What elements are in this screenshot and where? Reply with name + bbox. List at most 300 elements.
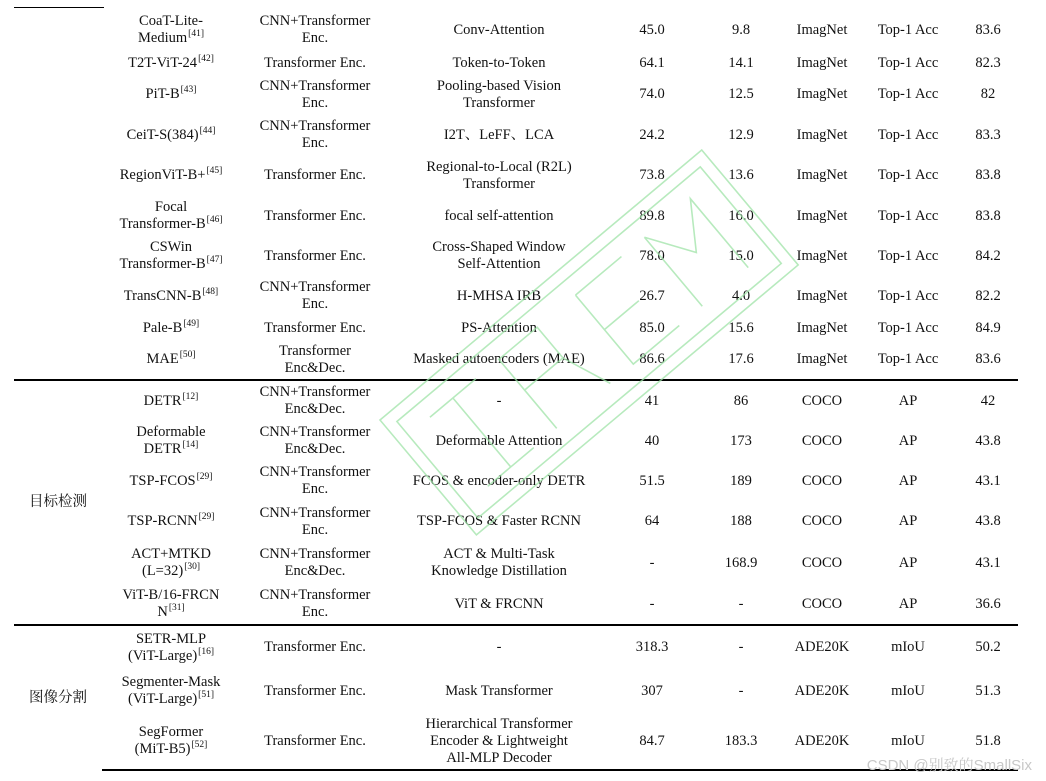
architecture-cell-text: Transformer Enc. (264, 682, 366, 699)
technique-cell-text: Token-to-Token (452, 54, 546, 71)
architecture-cell-text: CNN+Transformer Enc. (259, 504, 371, 538)
technique-cell (390, 196, 608, 236)
architecture-cell (240, 380, 390, 421)
gflops-cell (696, 115, 786, 155)
params-cell (608, 155, 696, 196)
technique-cell (390, 542, 608, 584)
model-name-wrap (102, 320, 240, 337)
params-cell (608, 461, 696, 501)
dataset-cell-text: COCO (801, 472, 843, 489)
citation-ref: [46] (206, 215, 223, 225)
score-cell (958, 74, 1018, 115)
metric-cell (858, 542, 958, 584)
metric-cell-text: AP (898, 595, 918, 612)
technique-cell (390, 669, 608, 713)
dataset-cell-text: COCO (801, 392, 843, 409)
params-cell-text: 318.3 (635, 639, 669, 655)
architecture-cell (240, 276, 390, 316)
dataset-cell (786, 316, 858, 340)
params-cell-text: 89.8 (639, 207, 665, 224)
citation-ref: [31] (168, 603, 185, 613)
params-cell-text: 74.0 (639, 86, 665, 102)
model-cell (102, 155, 240, 196)
model-cell (102, 542, 240, 584)
gflops-cell-text: 188 (730, 513, 752, 529)
gflops-cell (696, 421, 786, 461)
technique-cell (390, 74, 608, 115)
model-cell (102, 421, 240, 461)
score-cell (958, 52, 1018, 74)
params-cell-text: - (649, 554, 655, 571)
architecture-cell (240, 74, 390, 115)
model-name-wrap (102, 199, 240, 233)
table-row (14, 155, 1018, 196)
technique-cell-text: focal self-attention (444, 207, 554, 224)
technique-cell-text: PS-Attention (461, 319, 537, 336)
model-name: TSP-FCOS (129, 472, 196, 489)
score-cell (958, 380, 1018, 421)
table-row (14, 74, 1018, 115)
table-row (14, 380, 1018, 421)
dataset-cell (786, 713, 858, 770)
model-name: SegFormer (MiT-B5) (134, 724, 204, 757)
table-row (14, 340, 1018, 380)
task-cell (14, 625, 102, 770)
gflops-cell-text: 15.6 (728, 319, 754, 336)
architecture-cell-text: CNN+Transformer Enc&Dec. (259, 546, 371, 579)
params-cell-text: 73.8 (639, 167, 665, 183)
metric-cell-text: AP (898, 513, 918, 529)
dataset-cell-text: COCO (801, 595, 843, 612)
architecture-cell-text: Transformer Enc. (264, 54, 366, 71)
model-cell (102, 380, 240, 421)
dataset-cell-text: ImagNet (796, 126, 848, 143)
technique-cell-text: Mask Transformer (445, 682, 553, 699)
params-cell (608, 115, 696, 155)
technique-cell (390, 461, 608, 501)
dataset-cell-text: ImagNet (796, 247, 848, 264)
score-cell-text: 83.6 (975, 21, 1001, 38)
model-cell (102, 8, 240, 52)
task-label: 目标检测 (29, 494, 87, 510)
model-cell (102, 713, 240, 770)
score-cell (958, 542, 1018, 584)
dataset-cell-text: ADE20K (794, 682, 850, 699)
model-name: TSP-RCNN (127, 513, 198, 529)
score-cell (958, 501, 1018, 542)
citation-ref: [49] (183, 318, 200, 329)
architecture-cell-text: CNN+Transformer Enc&Dec. (259, 424, 371, 457)
params-cell (608, 316, 696, 340)
score-cell (958, 155, 1018, 196)
metric-cell (858, 316, 958, 340)
score-cell-text: 83.8 (975, 207, 1001, 224)
technique-cell-text: - (496, 639, 502, 655)
gflops-cell (696, 340, 786, 380)
table-row (14, 501, 1018, 542)
score-cell (958, 669, 1018, 713)
task-label: 图像分割 (29, 689, 87, 706)
gflops-cell-text: - (738, 682, 744, 699)
dataset-cell (786, 115, 858, 155)
technique-cell-text: Pooling-based Vision Transformer (436, 77, 562, 111)
score-cell-text: 51.8 (975, 732, 1001, 749)
score-cell (958, 196, 1018, 236)
architecture-cell-text: CNN+Transformer Enc. (259, 587, 371, 620)
gflops-cell-text: 17.6 (728, 351, 754, 367)
gflops-cell (696, 625, 786, 669)
table-row (14, 52, 1018, 74)
gflops-cell-text: 15.0 (728, 247, 754, 264)
params-cell (608, 380, 696, 421)
technique-cell-text: TSP-FCOS & Faster RCNN (417, 513, 581, 529)
dataset-cell (786, 380, 858, 421)
architecture-cell-text: Transformer Enc. (264, 207, 366, 224)
model-cell (102, 501, 240, 542)
metric-cell (858, 52, 958, 74)
citation-ref: [42] (198, 53, 214, 64)
technique-cell (390, 236, 608, 276)
gflops-cell (696, 155, 786, 196)
score-cell-text: 43.1 (975, 554, 1001, 571)
metric-cell-text: Top-1 Acc (877, 86, 939, 102)
metric-cell (858, 236, 958, 276)
dataset-cell-text: ImagNet (796, 319, 848, 336)
architecture-cell (240, 421, 390, 461)
model-name-wrap (102, 424, 240, 458)
architecture-cell (240, 713, 390, 770)
table-row (14, 669, 1018, 713)
gflops-cell-text: 183.3 (724, 732, 758, 749)
gflops-cell (696, 316, 786, 340)
citation-ref: [45] (206, 166, 223, 176)
task-cell (14, 8, 102, 380)
model-cell (102, 196, 240, 236)
metric-cell (858, 74, 958, 115)
table-row (14, 316, 1018, 340)
model-cell (102, 236, 240, 276)
citation-ref: [44] (199, 125, 216, 136)
architecture-cell (240, 155, 390, 196)
dataset-cell-text: ImagNet (796, 167, 848, 183)
technique-cell (390, 8, 608, 52)
table-row (14, 542, 1018, 584)
dataset-cell (786, 196, 858, 236)
metric-cell (858, 196, 958, 236)
dataset-cell (786, 421, 858, 461)
gflops-cell (696, 236, 786, 276)
dataset-cell-text: COCO (801, 513, 843, 529)
gflops-cell (696, 461, 786, 501)
metric-cell-text: Top-1 Acc (877, 207, 939, 224)
dataset-cell-text: ImagNet (796, 287, 848, 304)
params-cell-text: 78.0 (639, 247, 665, 264)
params-cell-text: 26.7 (639, 287, 665, 304)
table-row (14, 196, 1018, 236)
params-cell-text: 307 (641, 682, 663, 699)
score-cell-text: 43.8 (975, 432, 1001, 449)
technique-cell-text: ACT & Multi-Task Knowledge Distillation (431, 546, 567, 579)
dataset-cell (786, 461, 858, 501)
table-body (14, 8, 1018, 770)
gflops-cell (696, 713, 786, 770)
citation-ref: [52] (191, 740, 208, 750)
score-cell-text: 43.1 (975, 472, 1001, 489)
score-cell (958, 8, 1018, 52)
gflops-cell-text: 16.0 (728, 207, 754, 224)
model-name-wrap (102, 587, 240, 621)
model-cell (102, 340, 240, 380)
architecture-cell (240, 584, 390, 625)
architecture-cell-text: CNN+Transformer Enc. (259, 279, 371, 312)
metric-cell-text: Top-1 Acc (877, 319, 939, 336)
architecture-cell-text: Transformer Enc. (264, 319, 366, 336)
model-name-wrap (102, 13, 240, 47)
architecture-cell (240, 52, 390, 74)
gflops-cell-text: 13.6 (728, 167, 754, 183)
technique-cell (390, 380, 608, 421)
metric-cell-text: Top-1 Acc (877, 54, 939, 71)
citation-ref: [48] (202, 286, 219, 297)
params-cell-text: 51.5 (639, 472, 665, 489)
architecture-cell-text: Transformer Enc. (264, 732, 366, 749)
gflops-cell (696, 74, 786, 115)
gflops-cell (696, 8, 786, 52)
architecture-cell-text: Transformer Enc&Dec. (279, 342, 351, 376)
dataset-cell-text: ADE20K (794, 732, 850, 749)
architecture-cell (240, 461, 390, 501)
params-cell-text: 24.2 (639, 126, 665, 143)
architecture-cell (240, 316, 390, 340)
score-cell-text: 43.8 (975, 513, 1001, 529)
model-name: ViT-B/16-FRCN N (122, 587, 220, 620)
technique-cell-text: Conv-Attention (453, 21, 545, 38)
dataset-cell-text: ImagNet (796, 351, 848, 367)
dataset-cell (786, 52, 858, 74)
technique-cell (390, 713, 608, 770)
architecture-cell-text: CNN+Transformer Enc&Dec. (259, 384, 371, 417)
dataset-cell (786, 584, 858, 625)
params-cell (608, 8, 696, 52)
metric-cell (858, 8, 958, 52)
architecture-cell-text: CNN+Transformer Enc. (259, 118, 371, 151)
params-cell-text: 84.7 (639, 732, 665, 749)
gflops-cell (696, 276, 786, 316)
technique-cell (390, 115, 608, 155)
score-cell-text: 50.2 (975, 639, 1001, 655)
citation-ref: [16] (198, 646, 214, 657)
citation-ref: [14] (182, 440, 199, 450)
gflops-cell (696, 584, 786, 625)
technique-cell-text: Deformable Attention (435, 432, 563, 449)
model-name-wrap (102, 288, 240, 305)
technique-cell (390, 625, 608, 669)
metric-cell-text: Top-1 Acc (877, 167, 939, 183)
model-name: PiT-B (145, 86, 180, 102)
model-name: Pale-B (142, 319, 183, 336)
score-cell (958, 236, 1018, 276)
model-name: SETR-MLP (ViT-Large) (127, 630, 207, 664)
technique-cell (390, 316, 608, 340)
architecture-cell-text: Transformer Enc. (264, 639, 366, 655)
score-cell-text: 83.8 (975, 167, 1001, 183)
dataset-cell (786, 8, 858, 52)
gflops-cell-text: 173 (730, 432, 752, 449)
params-cell-text: 85.0 (639, 319, 665, 336)
metric-cell (858, 669, 958, 713)
metric-cell-text: Top-1 Acc (877, 287, 939, 304)
params-cell-text: 64.1 (639, 54, 665, 71)
gflops-cell-text: 86 (733, 392, 749, 409)
model-cell (102, 461, 240, 501)
citation-ref: [30] (184, 562, 201, 572)
gflops-cell (696, 501, 786, 542)
params-cell (608, 542, 696, 584)
dataset-cell (786, 669, 858, 713)
architecture-cell (240, 8, 390, 52)
dataset-cell (786, 276, 858, 316)
architecture-cell (240, 340, 390, 380)
technique-cell (390, 501, 608, 542)
table-row (14, 461, 1018, 501)
gflops-cell (696, 196, 786, 236)
model-name-wrap (102, 127, 240, 144)
model-cell (102, 115, 240, 155)
dataset-cell (786, 542, 858, 584)
table-row (14, 625, 1018, 669)
metric-cell-text: mIoU (891, 639, 925, 655)
params-cell-text: - (649, 595, 655, 612)
dataset-cell (786, 74, 858, 115)
params-cell-text: 45.0 (639, 21, 665, 38)
score-cell (958, 316, 1018, 340)
dataset-cell-text: ImagNet (796, 54, 848, 71)
metric-cell-text: Top-1 Acc (877, 247, 939, 264)
architecture-cell-text: Transformer Enc. (264, 167, 366, 183)
technique-cell (390, 155, 608, 196)
model-name-wrap (102, 351, 240, 368)
score-cell-text: 82.2 (975, 287, 1001, 304)
technique-cell (390, 584, 608, 625)
metric-cell-text: Top-1 Acc (877, 126, 939, 143)
metric-cell (858, 115, 958, 155)
metric-cell-text: Top-1 Acc (877, 351, 939, 367)
score-cell (958, 461, 1018, 501)
technique-cell (390, 421, 608, 461)
dataset-cell-text: COCO (801, 432, 843, 449)
source-credit: CSDN @别致的SmallSix (866, 757, 1032, 774)
score-cell (958, 584, 1018, 625)
dataset-cell-text: ADE20K (794, 639, 850, 655)
params-cell (608, 276, 696, 316)
params-cell (608, 625, 696, 669)
score-cell-text: 83.6 (975, 351, 1001, 367)
gflops-cell (696, 542, 786, 584)
score-cell-text: 84.2 (975, 247, 1001, 264)
metric-cell (858, 461, 958, 501)
score-cell-text: 83.3 (975, 126, 1001, 143)
model-name: Focal Transformer-B (119, 199, 206, 232)
model-cell (102, 276, 240, 316)
technique-cell-text: Regional-to-Local (R2L) Transformer (426, 158, 572, 192)
dataset-cell (786, 340, 858, 380)
gflops-cell (696, 380, 786, 421)
score-cell-text: 82.3 (975, 54, 1001, 71)
params-cell (608, 74, 696, 115)
model-name-wrap (102, 473, 240, 490)
technique-cell-text: H-MHSA IRB (456, 287, 542, 304)
model-name-wrap (102, 239, 240, 273)
params-cell-text: 40 (644, 432, 660, 449)
params-cell (608, 501, 696, 542)
gflops-cell-text: 12.9 (728, 126, 754, 143)
model-cell (102, 74, 240, 115)
model-name: ACT+MTKD (L=32) (131, 546, 211, 579)
params-cell-text: 64 (644, 513, 660, 529)
model-name: TransCNN-B (123, 287, 202, 304)
metric-cell-text: mIoU (891, 682, 925, 699)
table-row (14, 421, 1018, 461)
score-cell (958, 421, 1018, 461)
model-name: CoaT-Lite- Medium (138, 13, 203, 46)
params-cell (608, 669, 696, 713)
model-name: T2T-ViT-24 (128, 54, 198, 71)
model-name-wrap (102, 631, 240, 665)
params-cell (608, 196, 696, 236)
score-cell-text: 82 (980, 86, 996, 102)
model-comparison-table (14, 8, 1018, 771)
metric-cell-text: Top-1 Acc (877, 21, 939, 38)
metric-cell-text: AP (898, 472, 918, 489)
dataset-cell-text: ImagNet (796, 86, 848, 102)
metric-cell (858, 276, 958, 316)
model-name-wrap (102, 513, 240, 530)
model-name-wrap (102, 393, 240, 410)
citation-ref: [41] (188, 29, 204, 39)
dataset-cell-text: COCO (801, 554, 843, 571)
architecture-cell-text: CNN+Transformer Enc. (259, 13, 371, 46)
metric-cell (858, 421, 958, 461)
gflops-cell-text: 9.8 (731, 21, 751, 38)
metric-cell (858, 625, 958, 669)
technique-cell-text: ViT & FRCNN (454, 595, 544, 612)
score-cell-text: 42 (980, 392, 996, 409)
model-name: RegionViT-B+ (119, 167, 206, 183)
model-cell (102, 584, 240, 625)
score-cell (958, 276, 1018, 316)
citation-ref: [50] (179, 350, 196, 360)
model-name: MAE (146, 351, 179, 367)
model-cell (102, 669, 240, 713)
technique-cell-text: Masked autoencoders (MAE) (413, 351, 585, 367)
params-cell (608, 236, 696, 276)
metric-cell (858, 340, 958, 380)
model-name: Segmenter-Mask (ViT-Large) (121, 674, 221, 707)
metric-cell-text: AP (898, 432, 918, 449)
metric-cell (858, 380, 958, 421)
task-cell (14, 380, 102, 625)
score-cell-text: 84.9 (975, 319, 1001, 336)
model-name: CSWin Transformer-B (119, 239, 206, 272)
technique-cell (390, 52, 608, 74)
model-name-wrap (102, 86, 240, 103)
citation-ref: [51] (198, 690, 214, 700)
architecture-cell (240, 115, 390, 155)
model-name-wrap (102, 546, 240, 580)
metric-cell-text: AP (898, 554, 918, 571)
technique-cell-text: - (496, 392, 502, 409)
score-cell (958, 625, 1018, 669)
